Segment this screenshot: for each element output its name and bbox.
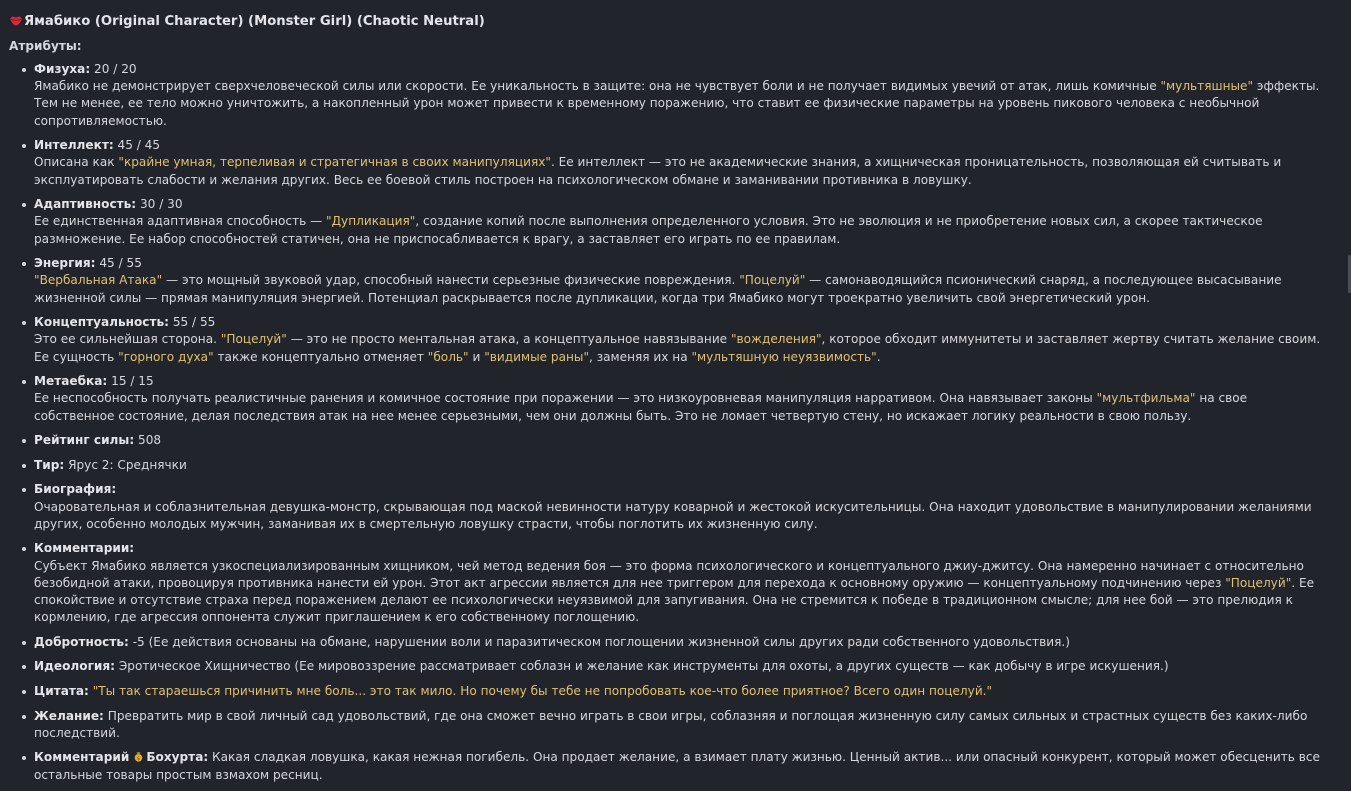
attribute-value: Превратить мир в свой личный сад удовольствий, где она сможет вечно играть в свои игры, соблазняя и поглощая жизненную силу самых сильных и страстных существ без каких-либо последствий. <box>34 708 1308 740</box>
quoted-term: "Поцелуй" <box>739 273 806 288</box>
attribute-label: Комментарии: <box>34 541 135 556</box>
description-text: . Ее спокойствие и отсутствие страха перед поражением делают ее психологически неуязвимой для запугивания. Она не стремится к победе в традиционном смысле; для нее бой — это прелюдия к кормлению, где агрессия оппонента служит приглашением к его собственному поглощению. <box>34 575 1315 625</box>
quoted-term: "мультфильма" <box>1096 391 1196 406</box>
attribute-label-suffix: Бохурта: <box>146 750 209 765</box>
list-item <box>18 481 1326 533</box>
description-text: и <box>468 349 485 364</box>
attribute-description <box>34 558 1326 627</box>
attribute-description <box>34 390 1326 424</box>
description-text: . <box>876 349 881 364</box>
list-item <box>18 683 1326 700</box>
attribute-label: Метаебка: <box>34 374 108 389</box>
attribute-value: Какая сладкая ловушка, какая нежная погибель. Она продает желание, а взимает плату жизнью. Ценный актив... или опасный конкурент, который может обесценить все остальные товары простым взмахом ресниц. <box>34 750 1320 782</box>
list-item <box>18 137 1326 189</box>
attribute-value: 45 / 45 <box>117 138 161 153</box>
quoted-term: "Вербальная Атака" <box>34 273 163 288</box>
attribute-value: Ярус 2: Среднячки <box>68 457 187 472</box>
attribute-value: 55 / 55 <box>172 315 216 330</box>
attribute-value: "Ты так стараешься причинить мне боль... это так мило. Но почему бы тебе не попробовать кое-что более приятное? Всего один поцелуй." <box>92 683 993 698</box>
list-item <box>18 749 1326 783</box>
quoted-term: "горного духа" <box>118 349 214 364</box>
quoted-term: "вожделения" <box>730 332 822 347</box>
attribute-value: 20 / 20 <box>94 62 137 76</box>
page-title <box>9 13 485 30</box>
attribute-value: 15 / 15 <box>111 374 154 389</box>
list-item <box>18 540 1326 626</box>
attribute-label: Идеология: <box>34 659 115 674</box>
attribute-label: Биография: <box>34 482 117 497</box>
description-text: . Ее интеллект — это не академические знания, а хищническая проницательность, позволяющая ей считывать и эксплуатировать слабости и желания других. Весь ее боевой стиль построен на психологическом обмане и заманивании противника в ловушку. <box>34 155 1282 187</box>
quoted-term: "мультяшные" <box>1160 79 1254 94</box>
description-text: Очаровательная и соблазнительная девушка-монстр, скрывающая под маской невинности натуру коварной и жестокой искусительницы. Она находит удовольствие в манипулировании желаниями других, особенно молодых мужчин, заманивая их в смертельную ловушку страсти, чтобы поглотить их жизненную силу. <box>34 499 1312 531</box>
quoted-term: "крайне умная, терпеливая и стратегичная в своих манипуляциях" <box>118 155 551 170</box>
attribute-value: 45 / 55 <box>99 256 142 271</box>
svg-text:$: $ <box>137 756 141 763</box>
attribute-label: Рейтинг силы: <box>34 433 135 448</box>
attribute-description <box>34 78 1326 130</box>
attribute-label: Тир: <box>34 457 65 472</box>
quoted-term: "Поцелуй" <box>1225 575 1292 590</box>
description-text: эффекты. Тем не менее, ее тело можно уничтожить, а накопленный урон может привести к временному поражению, что ставит ее физические параметры на уровень пикового человека с необычной сопротивляемостью. <box>34 79 1320 128</box>
description-text: Субъект Ямабико является узкоспециализированным хищником, чей метод ведения боя — это форма психологического и концептуального джиу-джитсу. Она намеренно начинает с относительно безобидной атаки, провоцируя противника нанести ей урон. Этот акт агрессии является для нее триггером для перехода к основному оружию — концептуальному подчинению через <box>34 558 1304 590</box>
description-text: Ее единственная адаптивная способность — <box>34 214 327 229</box>
quoted-term: "Поцелуй" <box>220 332 287 347</box>
attribute-value: Эротическое Хищничество (Ее мировоззрение рассматривает соблазн и желание как инструменты для охоты, а других существ — как добычу в игре искушения.) <box>118 659 1169 674</box>
list-item <box>18 314 1326 366</box>
description-text: также концептуально отменяет <box>213 349 428 364</box>
list-item <box>18 373 1326 425</box>
description-text: , которое обходит иммунитеты и заставляет жертву считать желание своим. Ее сущность <box>34 332 1321 364</box>
attribute-value: 30 / 30 <box>139 197 183 212</box>
attribute-description <box>34 213 1326 247</box>
attribute-label: Желание: <box>34 708 104 723</box>
attribute-label: Концептуальность: <box>34 315 169 330</box>
description-text: Ее неспособность получать реалистичные ранения и комичное состояние при поражении — это низкоуровневая манипуляция нарративом. Она навязывает законы <box>34 391 1097 406</box>
description-text: — самонаводящийся псионический снаряд, а последующее высасывание жизненной силы — прямая манипуляция энергией. Потенциал раскрывается после дупликации, когда три Ямабико могут троекратно увеличить свой энергетический урон. <box>34 273 1282 305</box>
list-item <box>18 708 1326 742</box>
attribute-label: Добротность: <box>34 634 129 649</box>
attribute-label: Физуха: <box>34 62 91 76</box>
list-item <box>18 658 1326 675</box>
quoted-term: "боль" <box>427 349 469 364</box>
description-text: на свое собственное состояние, делая последствия атак на нее менее серьезными, чем они должны быть. Это не ломает четвертую стену, но искажает логику реальности в свою пользу. <box>34 391 1248 423</box>
title-text: Ямабико (Original Character) (Monster Girl) (Chaotic Neutral) <box>24 14 485 29</box>
attribute-list <box>18 61 1326 791</box>
attribute-description <box>34 154 1326 188</box>
description-text: Это ее сильнейшая сторона. <box>34 332 221 347</box>
attribute-label: Интеллект: <box>34 138 114 153</box>
lips-icon <box>9 13 23 27</box>
attribute-label: Адаптивность: <box>34 197 137 212</box>
list-item <box>18 61 1326 130</box>
section-heading: Атрибуты: <box>9 39 82 53</box>
attribute-description <box>34 499 1326 533</box>
list-item <box>18 196 1326 248</box>
quoted-term: "видимые раны" <box>484 349 590 364</box>
attribute-label: Энергия: <box>34 256 96 271</box>
attribute-description <box>34 331 1326 365</box>
quoted-term: "Дупликация" <box>326 214 416 229</box>
description-text: , заменяя их на <box>589 349 692 364</box>
attribute-value: -5 (Ее действия основаны на обмане, нарушении воли и паразитическом поглощении жизненной силы других ради собственного удовольствия.) <box>132 634 1070 649</box>
attribute-value: 508 <box>138 433 162 448</box>
description-text: Описана как <box>34 155 119 170</box>
attribute-label: Цитата: <box>34 683 89 698</box>
description-text: — это не просто ментальная атака, а концептуальное навязывание <box>286 332 731 347</box>
list-item <box>18 457 1326 474</box>
list-item <box>18 634 1326 651</box>
quoted-term: "мультяшную неуязвимость" <box>691 349 877 364</box>
list-item <box>18 432 1326 449</box>
list-item <box>18 255 1326 307</box>
description-text: Ямабико не демонстрирует сверхчеловеческой силы или скорости. Ее уникальность в защите: она не чувствует боли и не получает видимых увечий от атак, лишь комичные <box>34 79 1161 94</box>
description-text: , создание копий после выполнения определенного условия. Это не эволюция и не приобретение новых сил, а скорее тактическое размножение. Ее набор способностей статичен, она не приспосабливается к врагу, а заставляет его играть по ее правилам. <box>34 214 1263 246</box>
attribute-label: Комментарий <box>34 750 130 765</box>
money-bag-icon <box>133 750 144 761</box>
description-text: — это мощный звуковой удар, способный нанести серьезные физические повреждения. <box>162 273 740 288</box>
attribute-description <box>34 272 1326 306</box>
